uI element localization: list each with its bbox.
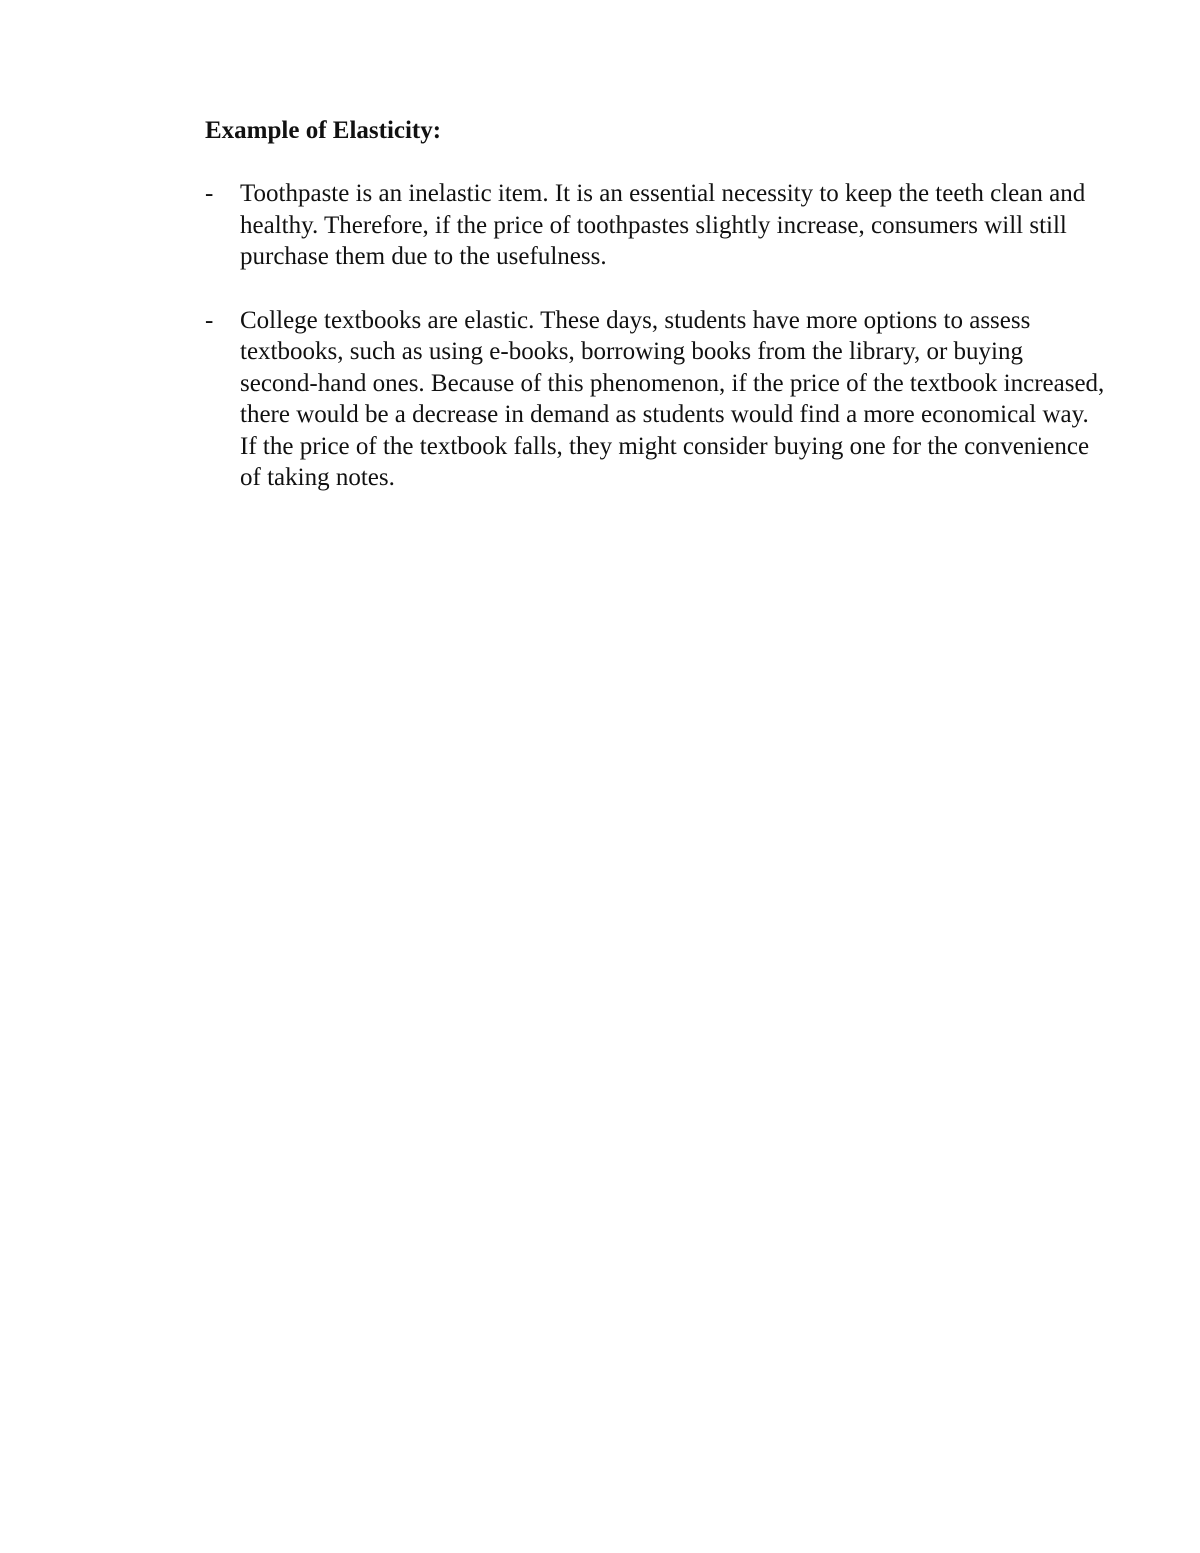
bullet-text: Toothpaste is an inelastic item. It is an essential necessity to keep the teeth clean and healthy. Therefore, if the price of toothpastes slightly increase, consumers will still purchase them due to the usefulness.: [240, 180, 1086, 270]
bullet-item-textbooks: [205, 305, 1105, 494]
document-heading: Example of Elasticity:: [205, 117, 442, 144]
bullet-marker: -: [205, 180, 214, 207]
bullet-item-toothpaste: [205, 178, 1105, 273]
bullet-list: [205, 178, 1105, 494]
bullet-text: College textbooks are elastic. These days, students have more options to assess textbooks, such as using e-books, borrowing books from the library, or buying second-hand ones. Because of this phenomenon, if the price of the textbook increased, there would be a decrease in demand as students would find a more economical way. If the price of the textbook falls, they might consider buying one for the convenience of taking notes.: [240, 306, 1105, 491]
bullet-marker: -: [205, 306, 214, 334]
